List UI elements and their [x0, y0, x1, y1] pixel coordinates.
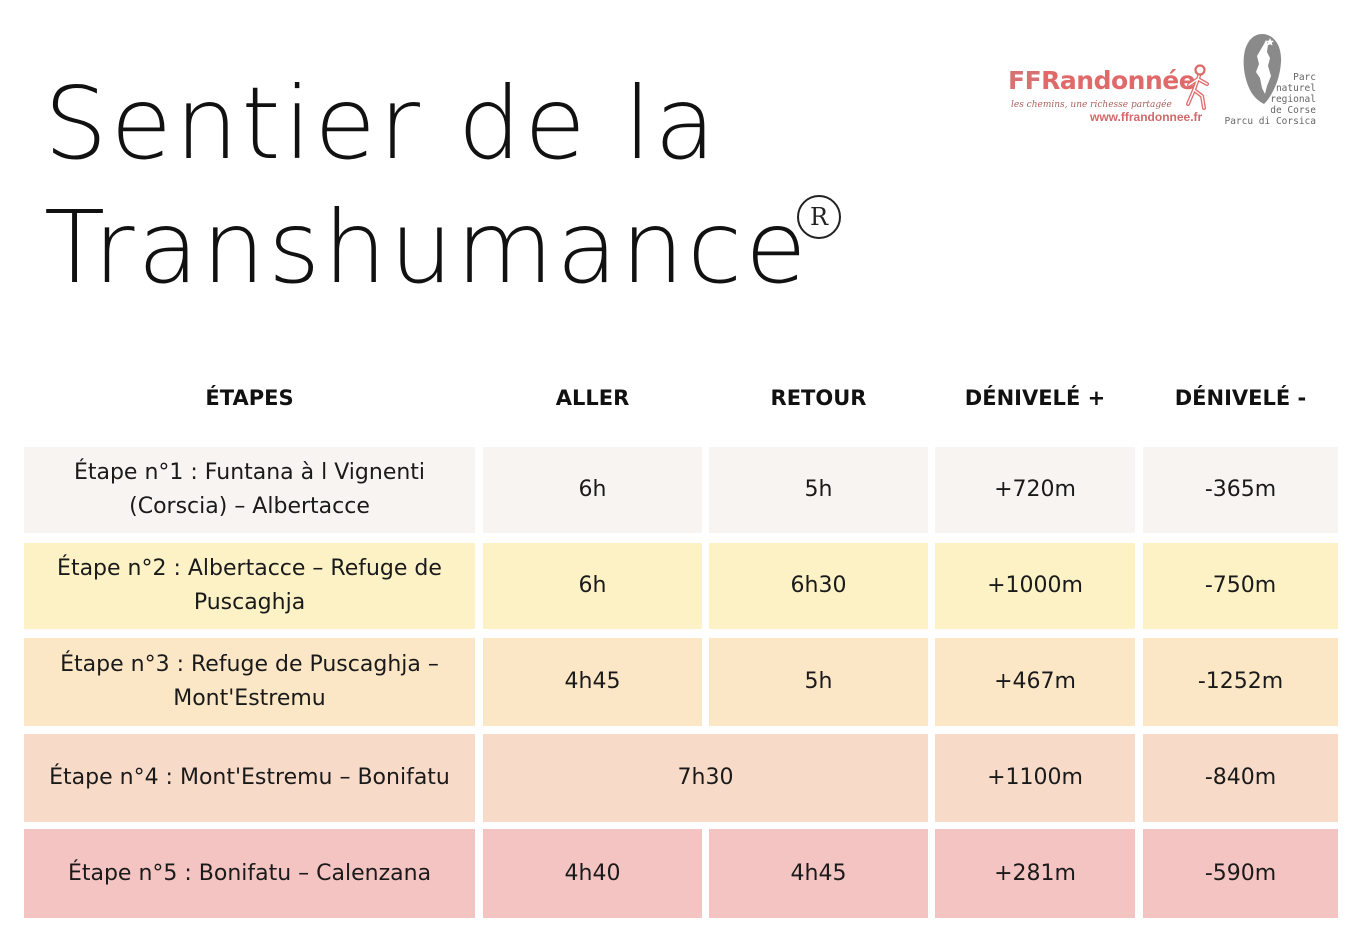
table-cell-etape: Étape n°2 : Albertacce – Refuge de Puscaghja	[24, 543, 475, 629]
table-cell-denivele-plus: +720m	[935, 447, 1135, 533]
table-cell-denivele-moins: -1252m	[1143, 638, 1338, 726]
table-cell-aller: 6h	[483, 543, 702, 629]
table-cell-denivele-plus: +1100m	[935, 734, 1135, 822]
registered-mark: R	[797, 195, 841, 239]
ffrandonnee-logo-tagline: les chemins, une richesse partagée	[1011, 100, 1172, 110]
parc-corse-logo-text: Parc naturel regional de Corse Parcu di Corsica	[1224, 72, 1316, 127]
table-cell-etape: Étape n°1 : Funtana à l Vignenti (Corscia) – Albertacce	[24, 447, 475, 533]
column-header-aller: ALLER	[555, 386, 630, 410]
table-cell-denivele-moins: -750m	[1143, 543, 1338, 629]
column-header-retour: RETOUR	[770, 386, 867, 410]
column-header-etapes: ÉTAPES	[205, 386, 294, 410]
parc-corse-logo	[1224, 32, 1320, 132]
table-cell-denivele-plus: +281m	[935, 829, 1135, 918]
table-cell-denivele-moins: -590m	[1143, 829, 1338, 918]
table-cell-denivele-plus: +467m	[935, 638, 1135, 726]
table-cell-aller-retour: 7h30	[483, 734, 928, 822]
table-cell-retour: 5h	[709, 447, 928, 533]
table-cell-etape: Étape n°5 : Bonifatu – Calenzana	[24, 829, 475, 918]
table-cell-denivele-moins: -365m	[1143, 447, 1338, 533]
table-cell-retour: 6h30	[709, 543, 928, 629]
ffrandonnee-logo-name: FFRandonnée	[1008, 66, 1196, 95]
table-cell-denivele-moins: -840m	[1143, 734, 1338, 822]
page-title	[44, 62, 810, 310]
title-line-2: Transhumance	[44, 189, 810, 306]
table-cell-aller: 6h	[483, 447, 702, 533]
hiker-icon	[1180, 64, 1212, 110]
table-cell-etape: Étape n°3 : Refuge de Puscaghja – Mont'Estremu	[24, 638, 475, 726]
ffrandonnee-logo	[1008, 62, 1213, 128]
table-cell-retour: 4h45	[709, 829, 928, 918]
table-cell-denivele-plus: +1000m	[935, 543, 1135, 629]
table-cell-aller: 4h40	[483, 829, 702, 918]
column-header-denivele-plus: DÉNIVELÉ +	[964, 386, 1106, 410]
title-line-1: Sentier de la	[44, 65, 719, 182]
table-cell-aller: 4h45	[483, 638, 702, 726]
column-header-denivele-moins: DÉNIVELÉ -	[1174, 386, 1307, 410]
ffrandonnee-logo-url: www.ffrandonnee.fr	[1090, 110, 1203, 124]
table-cell-retour: 5h	[709, 638, 928, 726]
table-cell-etape: Étape n°4 : Mont'Estremu – Bonifatu	[24, 734, 475, 822]
